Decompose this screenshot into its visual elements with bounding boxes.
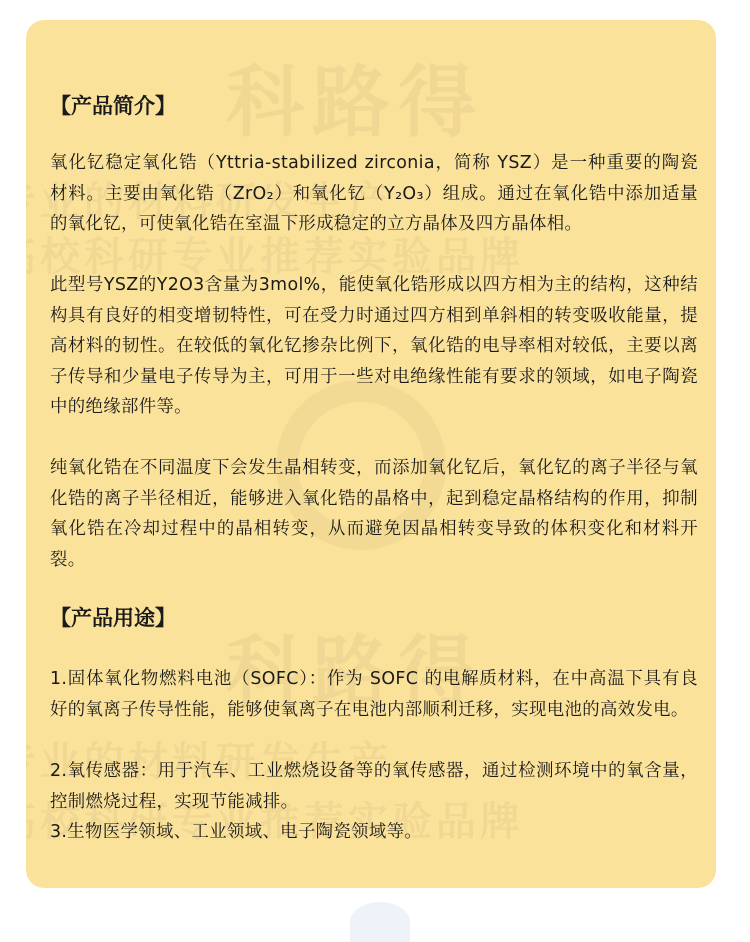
usage-item: 1.固体氧化物燃料电池（SOFC）：作为 SOFC 的电解质材料，在中高温下具有良好的氧离子传导性能，能够使氧离子在电池内部顺利迁移，实现电池的高效发电。 bbox=[50, 669, 698, 720]
intro-paragraph: 氧化钇稳定氧化锆（Yttria-stabilized zirconia，简称 YSZ）是一种重要的陶瓷材料。主要由氧化锆（ZrO₂）和氧化钇（Y₂O₃）组成。通过在氧化锆中添加适量的氧化钇，可使氧化锆在室温下形成稳定的立方晶体及四方晶体相。 bbox=[50, 153, 698, 234]
usage-item: 2.氧传感器：用于汽车、工业燃烧设备等的氧传感器，通过检测环境中的氧含量，控制燃烧过程，实现节能减排。 bbox=[50, 761, 698, 812]
intro-paragraph: 此型号YSZ的Y2O3含量为3mol%，能使氧化锆形成以四方相为主的结构，这种结构具有良好的相变增韧特性，可在受力时通过四方相到单斜相的转变吸收能量，提高材料的韧性。在较低的氧化钇掺杂比例下，氧化锆的电导率相对较低，主要以离子传导和少量电子传导为主，可用于一些对电绝缘性能有要求的领域，如电子陶瓷中的绝缘部件等。 bbox=[50, 275, 698, 417]
usage-title: 【产品用途】 bbox=[50, 606, 176, 630]
usage-item: 3.生物医学领域、工业领域、电子陶瓷领域等。 bbox=[50, 822, 423, 842]
brand-watermark bbox=[226, 40, 484, 152]
product-info-card bbox=[26, 20, 716, 888]
intro-paragraph: 纯氧化锆在不同温度下会发生晶相转变，而添加氧化钇后，氧化钇的离子半径与氧化锆的离子半径相近，能够进入氧化锆的晶格中，起到稳定晶格结构的作用，抑制氧化锆在冷却过程中的晶相转变，从而避免因晶相转变导致的体积变化和材料开裂。 bbox=[50, 458, 698, 570]
decorative-shape bbox=[350, 902, 410, 942]
intro-title: 【产品简介】 bbox=[50, 94, 176, 118]
